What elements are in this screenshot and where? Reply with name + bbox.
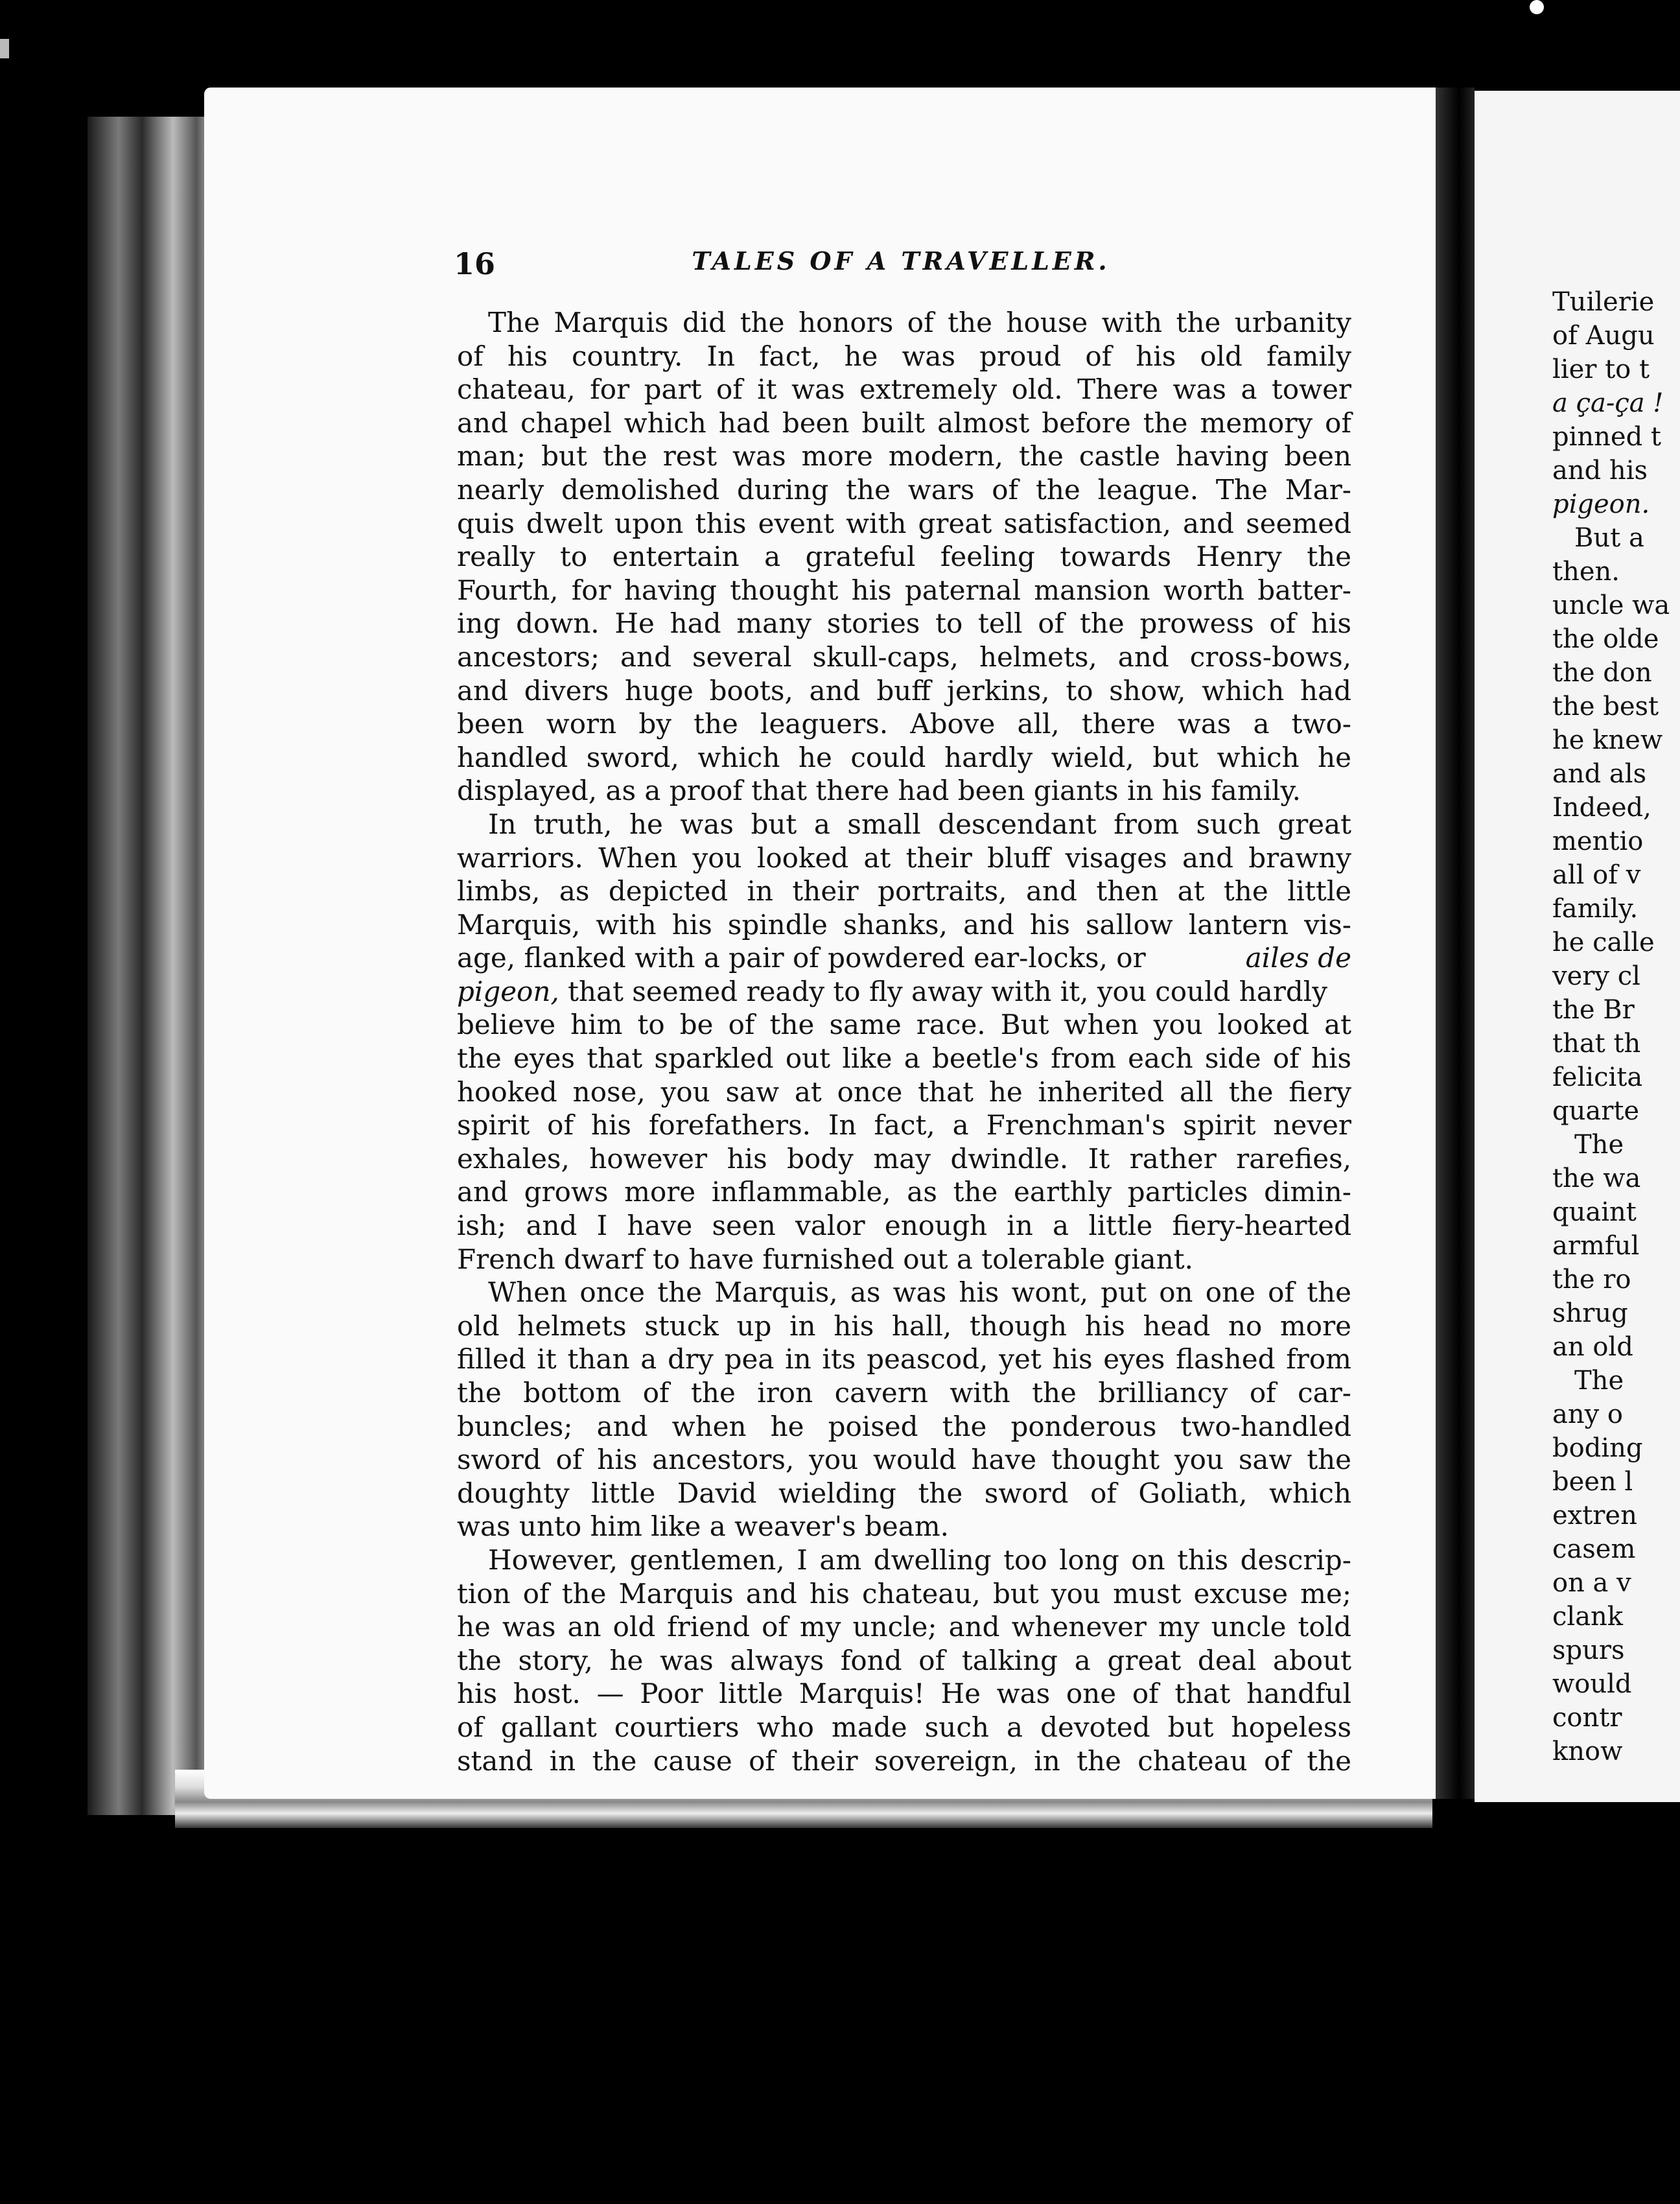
facing-text-line: been l [1552,1467,1633,1497]
text-line: and grows more inflammable, as the earthly particles dimin- [457,1176,1351,1208]
text-line: old helmets stuck up in his hall, though his head no more [457,1309,1351,1342]
facing-text-line: he calle [1552,928,1655,957]
text-line: nearly demolished during the wars of the league. The Mar- [457,473,1351,506]
text-segment: age, flanked with a pair of powdered ear-locks, or [457,942,1146,974]
text-line: the eyes that sparkled out like a beetle's from each side of his [457,1042,1351,1075]
text-line: of gallant courtiers who made such a devoted but hopeless [457,1711,1351,1743]
facing-text-line: shrug [1552,1298,1628,1328]
facing-text-line: the Br [1552,995,1635,1025]
text-segment: that seemed ready to fly away with it, you could hardly [568,975,1327,1007]
text-line: The Marquis did the honors of the house with the urbanity [488,307,1351,338]
text-line: been worn by the leaguers. Above all, there was a two- [457,708,1351,740]
facing-text-line: on a v [1552,1568,1631,1598]
facing-text-line: clank [1552,1602,1624,1632]
text-line: However, gentlemen, I am dwelling too long on this descrip- [488,1543,1351,1576]
text-line: believe him to be of the same race. But when you looked at [457,1009,1351,1041]
text-line: exhales, however his body may dwindle. It rather rarefies, [457,1142,1351,1175]
facing-text-line: boding [1552,1433,1643,1463]
facing-text-line: of Augu [1552,321,1655,351]
italic-phrase: pigeon, [457,975,559,1007]
facing-text-line: would [1552,1669,1632,1699]
facing-text-line: quarte [1552,1096,1640,1126]
facing-text-line: know [1552,1737,1623,1766]
facing-text-line: the olde [1552,624,1659,654]
text-line: and chapel which had been built almost before the memory of [457,406,1351,439]
facing-text-line: mentio [1552,826,1644,856]
text-line: of his country. In fact, he was proud of his old family [457,340,1351,372]
text-line: and divers huge boots, and buff jerkins, to show, which had [457,674,1351,707]
facing-text-line: casem [1552,1534,1636,1564]
text-line: sword of his ancestors, you would have thought you saw the [457,1444,1351,1476]
text-line: displayed, as a proof that there had been giants in his family. [457,775,1301,807]
text-line: When once the Marquis, as was his wont, put on one of the [488,1276,1351,1309]
running-title: TALES OF A TRAVELLER. [692,246,1110,276]
text-line: stand in the cause of their sovereign, in the chateau of the [457,1744,1351,1777]
facing-text-line: pinned t [1552,422,1661,452]
facing-text-line: quaint [1552,1197,1637,1227]
text-line [457,941,1351,975]
text-line: quis dwelt upon this event with great satisfaction, and seemed [457,507,1351,539]
facing-text-line: pigeon. [1552,489,1650,519]
facing-text-line: lier to t [1552,355,1650,384]
text-line: French dwarf to have furnished out a tolerable giant. [457,1243,1193,1275]
facing-text-line: the ro [1552,1265,1631,1295]
text-line: Marquis, with his spindle shanks, and his sallow lantern vis- [457,908,1351,941]
text-line: In truth, he was but a small descendant from such great [488,808,1351,840]
facing-text-line: any o [1552,1400,1624,1429]
facing-text-line: all of v [1552,860,1641,890]
facing-text-line: that th [1552,1029,1641,1059]
text-line: doughty little David wielding the sword of Goliath, which [457,1477,1351,1509]
text-line: ing down. He had many stories to tell of the prowess of his [457,607,1351,640]
text-line: the bottom of the iron cavern with the brilliancy of car- [457,1377,1351,1409]
facing-text-line: spurs [1552,1635,1625,1665]
page-number: 16 [454,246,496,281]
scan-mark [0,39,9,58]
text-line: ancestors; and several skull-caps, helmets, and cross-bows, [457,640,1351,673]
facing-text-line: armful [1552,1231,1640,1261]
text-line: hooked nose, you saw at once that he inherited all the fiery [457,1075,1351,1108]
italic-phrase: ailes de [1245,942,1351,974]
book-gutter [1436,88,1475,1799]
facing-text-line: the best [1552,692,1659,721]
facing-text-line: an old [1552,1332,1633,1362]
facing-text-line: and his [1552,456,1648,486]
page-header [454,246,1110,285]
text-line: spirit of his forefathers. In fact, a Frenchman's spirit never [457,1109,1351,1142]
text-line: limbs, as depicted in their portraits, and then at the little [457,875,1351,908]
text-line: warriors. When you looked at their bluff visages and brawny [457,841,1351,874]
text-line: really to entertain a grateful feeling towards Henry the [457,541,1351,573]
facing-text-line: he knew [1552,725,1663,755]
facing-text-line: contr [1552,1703,1622,1733]
facing-text-line: The [1574,1130,1624,1160]
text-line: ish; and I have seen valor enough in a little fiery-hearted [457,1210,1351,1242]
text-line: was unto him like a weaver's beam. [457,1510,949,1543]
facing-text-line: family. [1552,894,1639,924]
facing-text-line: extren [1552,1501,1637,1530]
facing-text-line: very cl [1552,961,1640,991]
text-line: tion of the Marquis and his chateau, but you must excuse me; [457,1577,1351,1610]
facing-text-line: then. [1552,557,1620,587]
facing-text-line: the don [1552,658,1652,688]
facing-text-line: felicita [1552,1062,1643,1092]
facing-text-line: But a [1574,523,1644,553]
body-text [457,306,1351,1777]
facing-text-line: the wa [1552,1164,1641,1193]
facing-text-line: a ça-ça ! [1552,388,1664,418]
text-line: Fourth, for having thought his paternal mansion worth batter- [457,574,1351,606]
facing-text-line: Tuilerie [1552,287,1655,317]
text-line [457,975,1351,1009]
facing-page-text [1552,285,1680,1768]
scan-mark [1530,0,1544,14]
facing-text-line: Indeed, [1552,793,1651,823]
text-line: his host. — Poor little Marquis! He was one of that handful [457,1678,1351,1710]
text-line: chateau, for part of it was extremely old. There was a tower [457,373,1351,406]
text-line: the story, he was always fond of talking a great deal about [457,1644,1351,1676]
facing-text-line: The [1574,1366,1624,1396]
text-line: filled it than a dry pea in its peascod, yet his eyes flashed from [457,1343,1351,1376]
text-line: buncles; and when he poised the ponderous two-handled [457,1410,1351,1442]
facing-text-line: and als [1552,759,1647,789]
facing-text-line: uncle wa [1552,591,1670,620]
text-line: handled sword, which he could hardly wield, but which he [457,741,1351,773]
text-line: man; but the rest was more modern, the castle having been [457,440,1351,473]
text-line: he was an old friend of my uncle; and whenever my uncle told [457,1611,1351,1643]
